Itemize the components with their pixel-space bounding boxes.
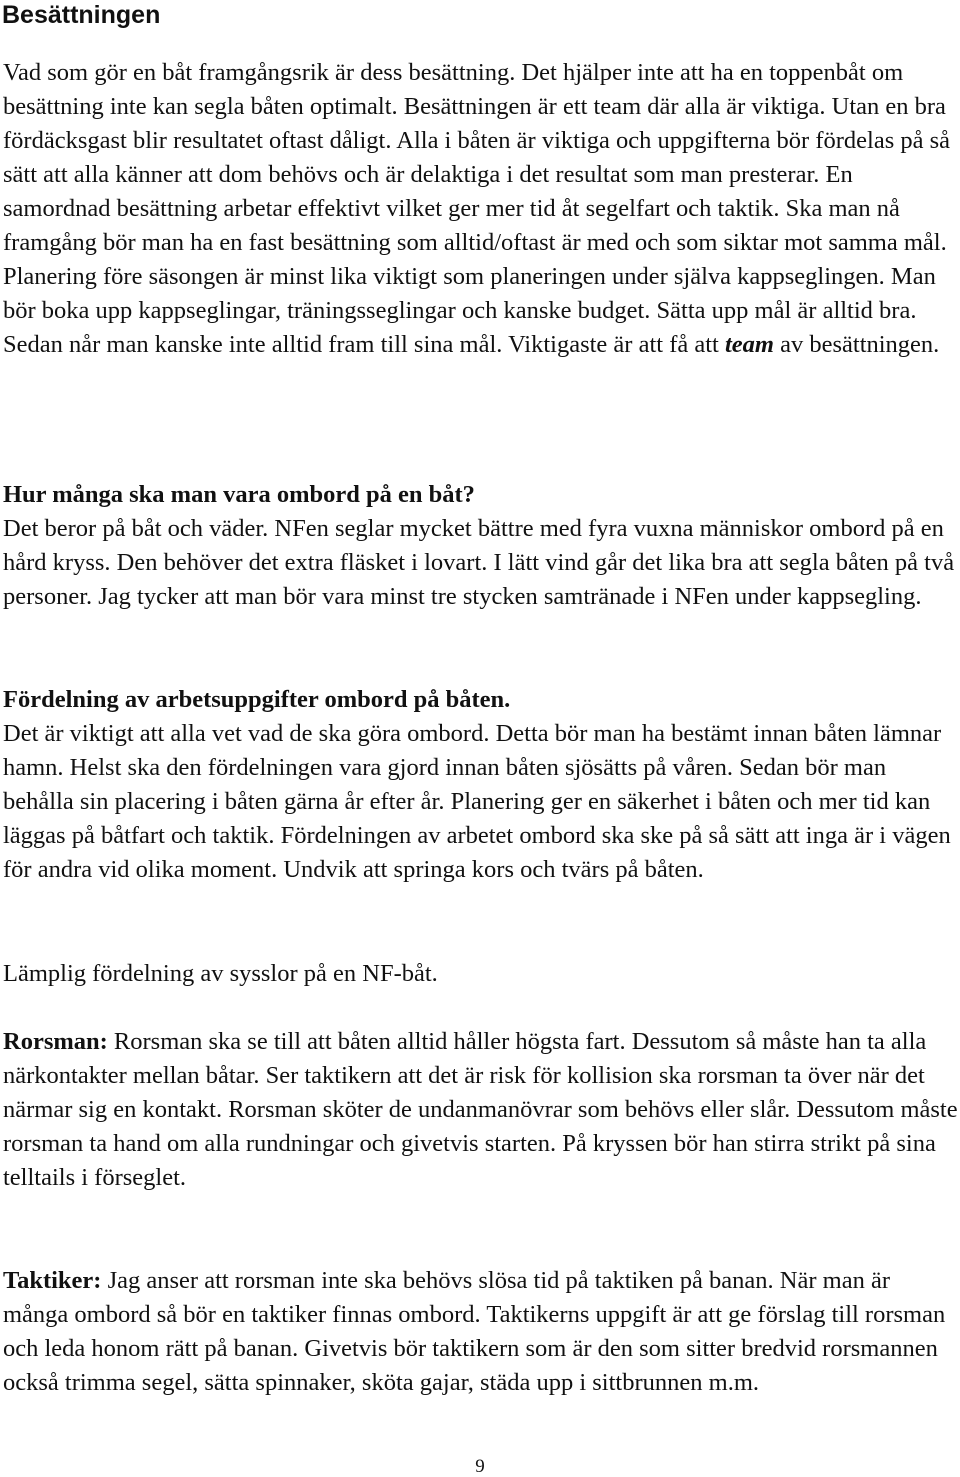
role-rorsman-paragraph [3,1025,959,1195]
intro-section [3,56,959,362]
suitable-distribution-section [3,957,959,991]
crew-size-heading: Hur många ska man vara ombord på en båt? [3,481,475,508]
task-distribution-section [3,683,959,887]
suitable-distribution-line: Lämplig fördelning av sysslor på en NF-båt. [3,960,438,987]
task-distribution-paragraph: Det är viktigt att alla vet vad de ska göra ombord. Detta bör man ha bestämt innan båten lämnar hamn. Helst ska den fördelningen vara gjord innan båten sjösätts på våren. Sedan bör man behålla sin placering i båten gärna år efter år. Planering ger en säkerhet i båten och mer tid kan läggas på båtfart och taktik. Fördelningen av arbetet ombord ska ske på så sätt att inga är i vägen för andra vid olika moment. Undvik att springa kors och tvärs på båten. [3,720,951,883]
crew-size-paragraph: Det beror på båt och väder. NFen seglar mycket bättre med fyra vuxna människor ombord på en hård kryss. Den behöver det extra fläsket i lovart. I lätt vind går det lika bra att segla båten på två personer. Jag tycker att man bör vara minst tre stycken samtränade i NFen under kappsegling. [3,515,955,610]
intro-paragraph [3,56,959,362]
page-number: 9 [475,1456,485,1477]
page-title: Besättningen [2,1,161,29]
intro-text: Vad som gör en båt framgångsrik är dess besättning. Det hjälper inte att ha en toppenbåt om besättning inte kan segla båten optimalt. Besättningen är ett team där alla är viktiga. Utan en bra fördäcksgast blir resultatet oftast dåligt. Alla i båten är viktiga och uppgifterna bör fördelas på så sätt att alla känner att dom behövs och är delaktiga i det resultat som man presterar. En samordnad besättning arbetar effektivt vilket ger mer tid åt segelfart och taktik. Ska man nå framgång bör man ha en fast besättning som alltid/oftast är med och som siktar mot samma mål. Planering före säsongen är minst lika viktigt som planeringen under själva kappseglingen. Man bör boka upp kappseglingar, träningsseglingar och kanske budget. Sätta upp mål är alltid bra. Sedan når man kanske inte alltid fram till sina mål. Viktigaste är att få att [3,59,951,358]
role-rorsman-title: Rorsman: [3,1028,108,1055]
role-taktiker-text: Jag anser att rorsman inte ska behövs slösa tid på taktiken på banan. När man är många ombord så bör en taktiker finnas ombord. Taktikerns uppgift är att ge förslag till rorsman och leda honom rätt på banan. Givetvis bör taktikern som är den som sitter bredvid rorsmannen också trimma segel, sätta spinnaker, sköta gajar, städa upp i sittbrunnen m.m. [3,1267,946,1396]
role-taktiker-section [3,1264,959,1400]
task-distribution-heading: Fördelning av arbetsuppgifter ombord på båten. [3,686,511,713]
intro-text-end: av besättningen. [773,331,940,358]
role-rorsman-section [3,1025,959,1195]
role-taktiker-title: Taktiker: [3,1267,102,1294]
emphasis-team: team [724,331,774,358]
role-taktiker-paragraph [3,1264,959,1400]
role-rorsman-text: Rorsman ska se till att båten alltid håller högsta fart. Dessutom så måste han ta alla närkontakter mellan båtar. Ser taktikern att det är risk för kollision ska rorsman ta över när det närmar sig en kontakt. Rorsman sköter de undanmanövrar som behövs eller slår. Dessutom måste rorsman ta hand om alla rundningar och givetvis starten. På kryssen bör han stirra strikt på sina telltails i förseglet. [3,1028,958,1191]
crew-size-section [3,478,959,614]
